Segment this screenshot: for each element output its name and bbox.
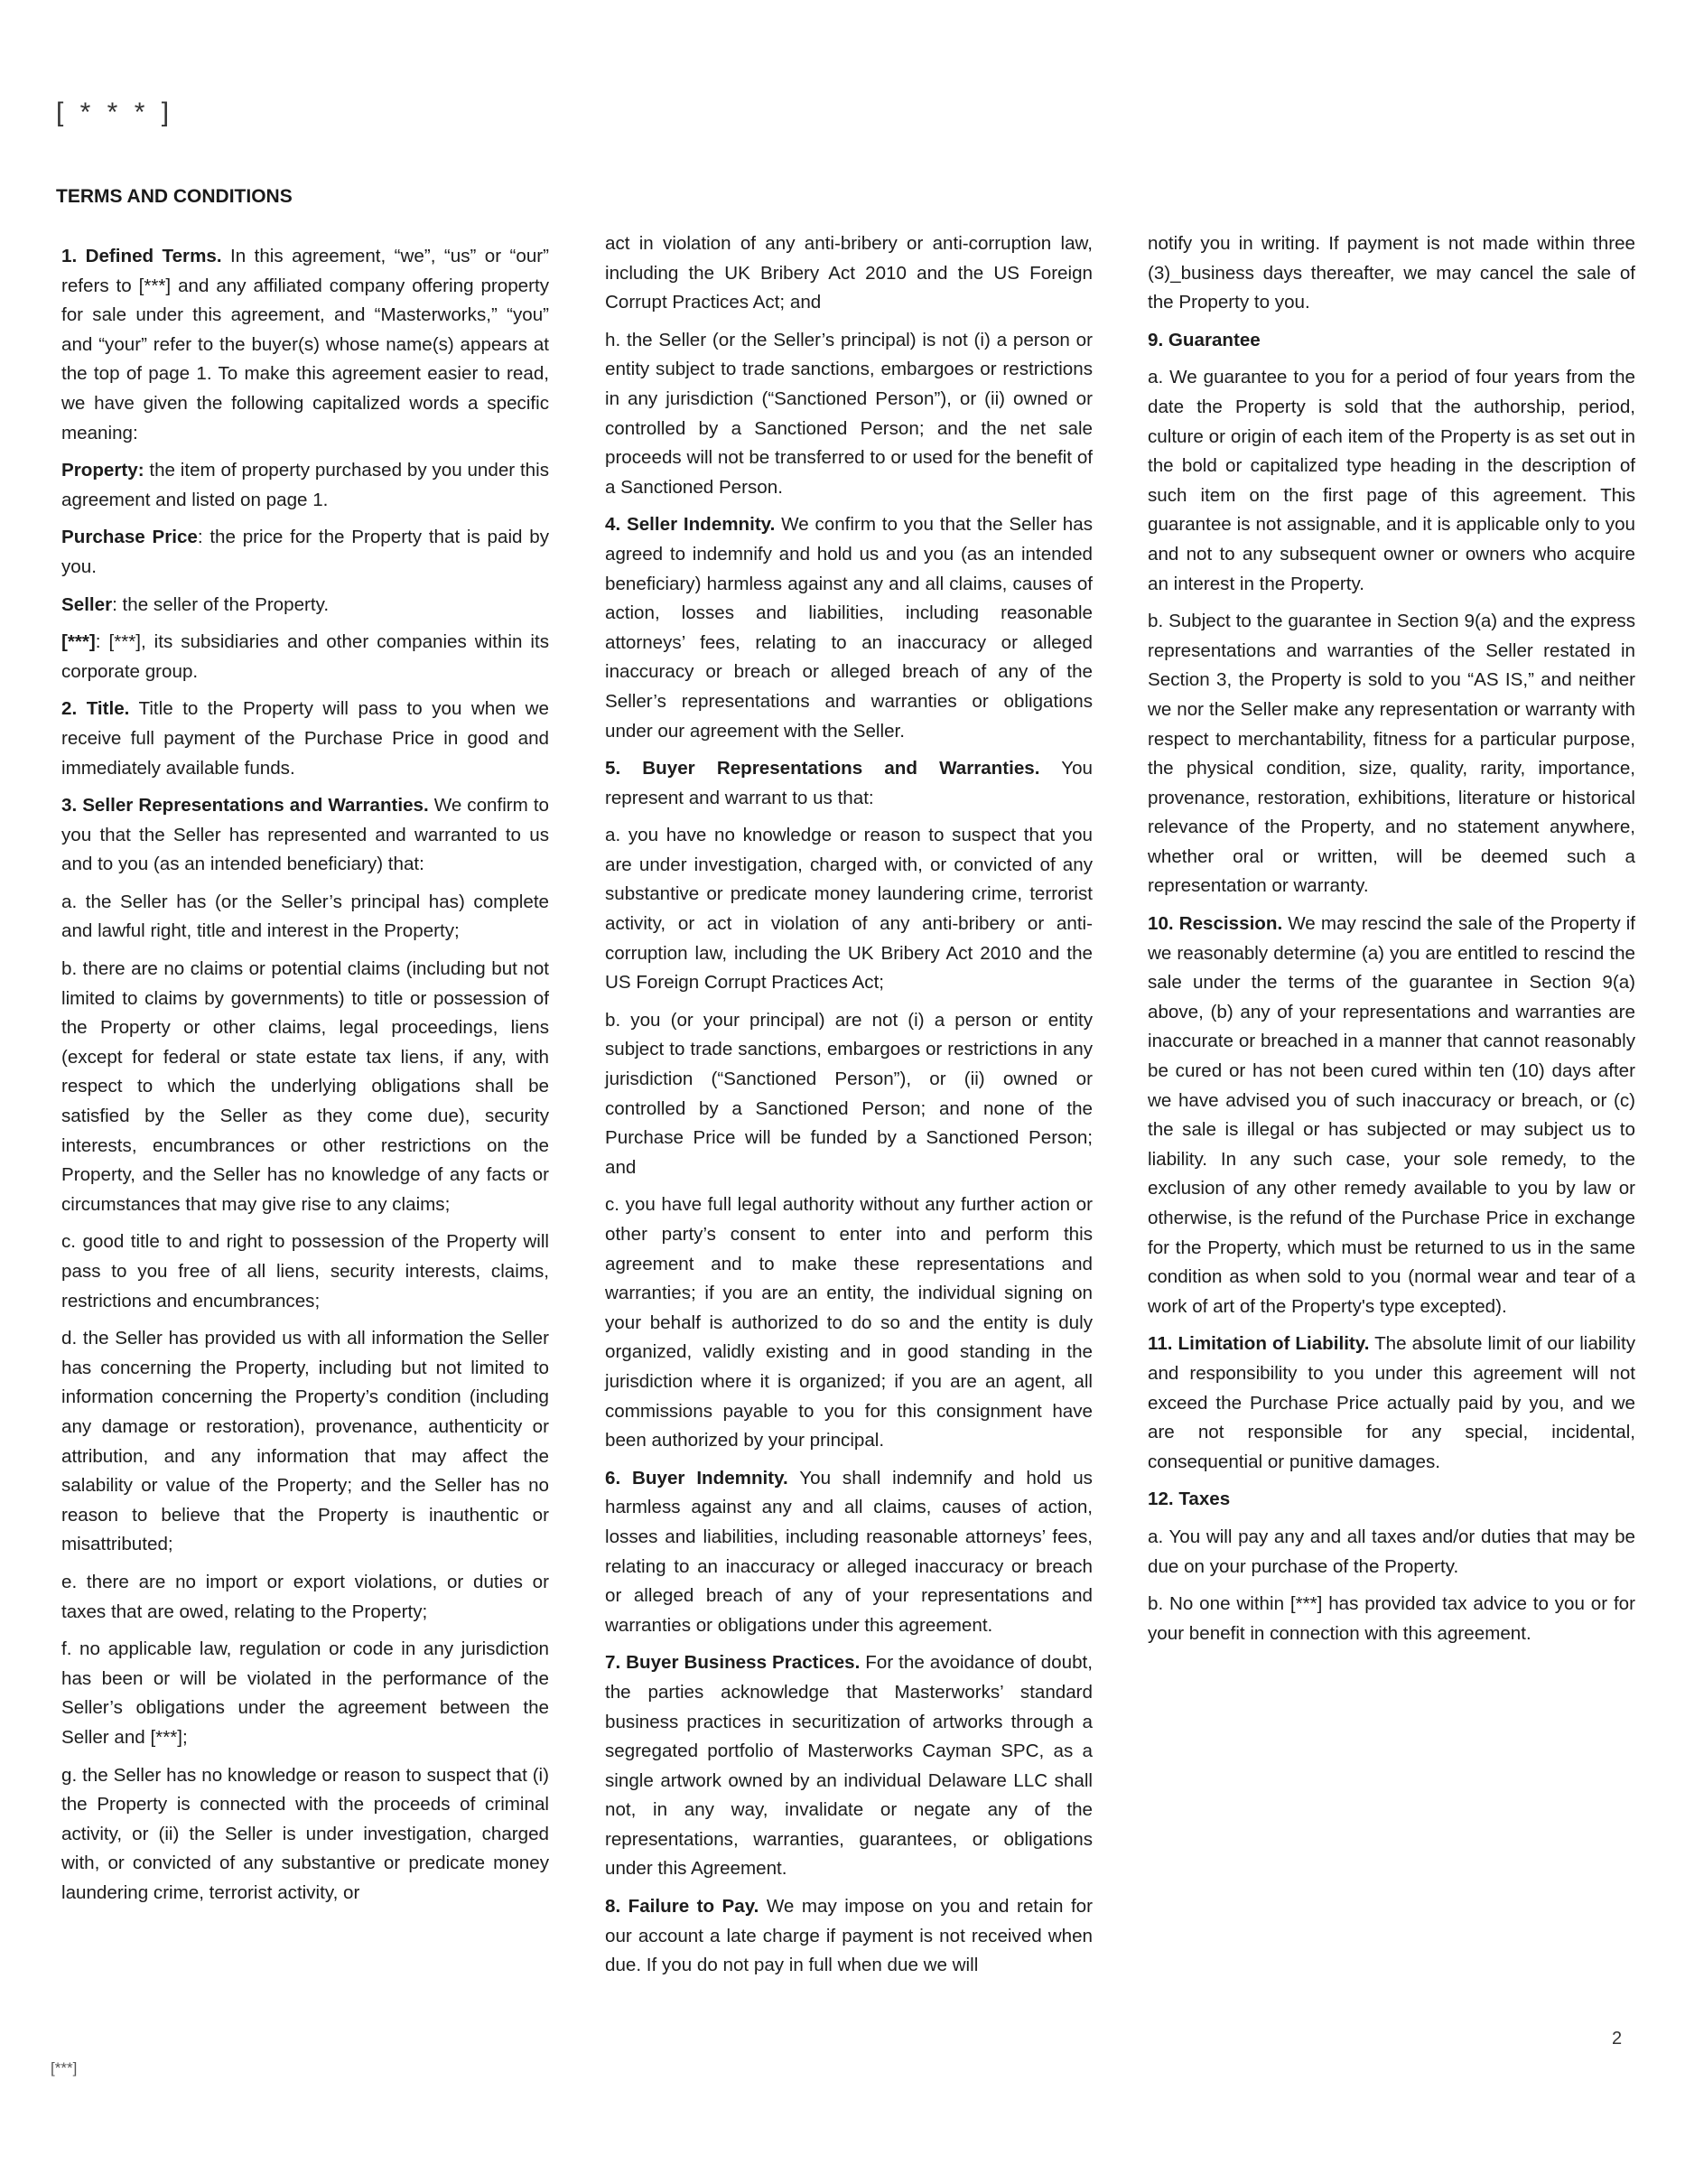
definition-text: the item of property purchased by you under this agreement and listed on page 1.	[61, 460, 549, 510]
section-text: We may impose on you and retain for our account a late charge if payment is not received when due. If you do not pay in full when due we will	[605, 1896, 1093, 1976]
section-label: 7. Buyer Business Practices.	[605, 1652, 861, 1674]
section-failure-to-pay	[605, 1892, 1093, 1981]
definition-property	[61, 456, 549, 515]
section-failure-to-pay-continued: notify you in writing. If payment is not made within three (3)_business days thereafter, we may cancel the sale of the Property to you.	[1148, 233, 1635, 313]
clause-12b: b. No one within [***] has provided tax advice to you or for your benefit in connection with this agreement.	[1148, 1593, 1635, 1644]
clause-3h: h. the Seller (or the Seller’s principal) is not (i) a person or entity subject to trade sanctions, embargoes or restrictions in any jurisdiction (“Sanctioned Person”), or (ii) owned or controlled by a Sanctioned Person; and the net sale proceeds will not be transferred to or used for the benefit of a Sanctioned Person.	[605, 329, 1093, 498]
clause-5b: b. you (or your principal) are not (i) a person or entity subject to trade sanctions, embargoes or restrictions in any jurisdiction (“Sanctioned Person”), or (ii) owned or controlled by a Sanctioned Person; and none of the Purchase Price will be funded by a Sanctioned Person; and	[605, 1009, 1093, 1178]
section-seller-representations	[61, 791, 549, 880]
clause-3c: c. good title to and right to possession of the Property will pass to you free of all liens, security interests, claims, restrictions and encumbrances;	[61, 1231, 549, 1311]
section-defined-terms	[61, 242, 549, 448]
section-buyer-business-practices	[605, 1648, 1093, 1884]
clause-3d: d. the Seller has provided us with all information the Seller has concerning the Property, including but not limited to information concerning the Property’s condition (including any damage or restoration), provenance, authenticity or attribution, and any information that may affect the salability or value of the Property; and the Seller has no reason to believe that the Property is inauthentic or misattributed;	[61, 1328, 549, 1555]
section-rescission	[1148, 910, 1635, 1321]
section-buyer-indemnity	[605, 1464, 1093, 1641]
clause-12a: a. You will pay any and all taxes and/or duties that may be due on your purchase of the Property.	[1148, 1526, 1635, 1577]
section-label: 8. Failure to Pay.	[605, 1896, 759, 1918]
header-redaction-mark: [ * * * ]	[56, 98, 174, 127]
clause-9b: b. Subject to the guarantee in Section 9(a) and the express representations and warranties of the Seller restated in Section 3, the Property is sold to you “AS IS,” and neither we nor the Seller make any representation or warranty with respect to merchantability, fitness for a particular purpose, the physical condition, size, quality, rarity, importance, provenance, restoration, exhibitions, literature or historical relevance of the Property, and no statement anywhere, whether oral or written, will be deemed such a representation or warranty.	[1148, 611, 1635, 897]
section-label: 5. Buyer Representations and Warranties.	[605, 758, 1040, 779]
section-label: 10. Rescission.	[1148, 913, 1283, 935]
section-label: 1. Defined Terms.	[61, 246, 222, 266]
section-label: 3. Seller Representations and Warranties.	[61, 795, 429, 817]
section-label: 4. Seller Indemnity.	[605, 514, 776, 536]
section-text: We confirm to you that the Seller has represented and warranted to us and to you (as an intended beneficiary) that:	[61, 795, 550, 875]
page-title: TERMS AND CONDITIONS	[56, 186, 293, 207]
section-text: We confirm to you that the Seller has agreed to indemnify and hold us and you (as an intended beneficiary) harmless against any and all claims, causes of action, losses and liabilities, including reasonable attorneys’ fees, relating to an inaccuracy or alleged inaccuracy or breach or alleged breach of any of the Seller’s representations and warranties or obligations under our agreement with the Seller.	[605, 514, 1094, 742]
definition-redacted-entity	[61, 628, 549, 686]
definition-text: : the price for the Property that is paid by you.	[61, 527, 549, 577]
section-taxes-heading	[1148, 1485, 1635, 1515]
section-label: 9. Guarantee	[1148, 329, 1261, 350]
definition-term: Purchase Price	[61, 527, 198, 548]
clause-3g-continued: act in violation of any anti-bribery or anti-corruption law, including the UK Bribery Act 2010 and the US Foreign Corrupt Practices Act; and	[605, 233, 1093, 313]
section-label: 11. Limitation of Liability.	[1148, 1333, 1370, 1355]
clause-9a: a. We guarantee to you for a period of four years from the date the Property is sold that the authorship, period, culture or origin of each item of the Property is as set out in the bold or capitalized type heading in the description of such item on the first page of this agreement. This guarantee is not assignable, and it is applicable only to you and not to any subsequent owner or owners who acquire an interest in the Property.	[1148, 367, 1635, 594]
section-seller-indemnity	[605, 510, 1093, 746]
column-1	[61, 242, 549, 1916]
clause-3e: e. there are no import or export violations, or duties or taxes that are owed, relating to the Property;	[61, 1571, 549, 1622]
definition-seller	[61, 591, 549, 621]
section-title	[61, 695, 549, 783]
definition-term: [***]	[61, 631, 96, 653]
section-label: 6. Buyer Indemnity.	[605, 1467, 788, 1489]
clause-5a: a. you have no knowledge or reason to suspect that you are under investigation, charged with, or convicted of any substantive or predicate money laundering crime, terrorist activity, or act in violation of any anti-bribery or anti-corruption law, including the UK Bribery Act 2010 and the US Foreign Corrupt Practices Act;	[605, 825, 1093, 994]
section-label: 12. Taxes	[1148, 1489, 1231, 1510]
clause-5c: c. you have full legal authority without any further action or other party’s consent to enter into and perform this agreement and to make these representations and warranties; if you are an entity, the individual signing on your behalf is authorized to do so and the entity is duly organized, validly existing and in good standing in the jurisdiction where it is organized; if you are an agent, all commissions payable to you for this consignment have been authorized by your principal.	[605, 1194, 1093, 1451]
definition-term: Seller	[61, 593, 113, 615]
section-text: The absolute limit of our liability and responsibility to you under this agreement will not exceed the Purchase Price actually paid by you, and we are not responsible for any special, incidental, consequential or punitive damages.	[1148, 1333, 1635, 1472]
section-buyer-representations	[605, 754, 1093, 813]
column-3	[1148, 229, 1635, 1657]
section-text: We may rescind the sale of the Property if we reasonably determine (a) you are entitled to rescind the sale under the terms of the guarantee in Section 9(a) above, (b) any of your representations and warranties are inaccurate or breached in a manner that cannot reasonably be cured or has not been cured within ten (10) days after we have advised you of such inaccuracy or breach, or (c) the sale is illegal or has subjected or may subject us to liability. In any such case, your sole remedy, to the exclusion of any other remedy available to you by law or otherwise, is the refund of the Purchase Price in exchange for the Property, which must be returned to us in the same condition as when sold to you (normal wear and tear of a work of art of the Property's type excepted).	[1148, 913, 1635, 1317]
section-text: You shall indemnify and hold us harmless against any and all claims, causes of action, losses and liabilities, including reasonable attorneys’ fees, relating to an inaccuracy or alleged inaccuracy or breach or alleged breach of any of your representations and warranties or obligations under this agreement.	[605, 1467, 1093, 1636]
page-number: 2	[1612, 2029, 1623, 2049]
definition-purchase-price	[61, 523, 549, 582]
section-text: Title to the Property will pass to you when we receive full payment of the Purchase Price in good and immediately available funds.	[61, 698, 549, 779]
section-text: You represent and warrant to us that:	[605, 758, 1093, 808]
clause-3f: f. no applicable law, regulation or code in any jurisdiction has been or will be violated in the performance of the Seller’s obligations under the agreement between the Seller and [***];	[61, 1638, 549, 1748]
section-limitation-of-liability	[1148, 1330, 1635, 1477]
clause-3a: a. the Seller has (or the Seller’s principal has) complete and lawful right, title and interest in the Property;	[61, 891, 549, 942]
definition-text: : the seller of the Property.	[112, 593, 330, 615]
definition-term: Property:	[61, 460, 144, 481]
clause-3b: b. there are no claims or potential claims (including but not limited to claims by governments) to title or possession of the Property or other claims, legal proceedings, liens (except for federal or state estate tax liens, if any, with respect to which the underlying obligations shall be satisfied by the Seller as they come due), security interests, encumbrances or other restrictions on the Property, and the Seller has no knowledge of any facts or circumstances that may give rise to any claims;	[61, 958, 549, 1215]
clause-3g: g. the Seller has no knowledge or reason to suspect that (i) the Property is connected with the proceeds of criminal activity, or (ii) the Seller is under investigation, charged with, or convicted of any substantive or predicate money laundering crime, terrorist activity, or	[61, 1764, 549, 1903]
section-guarantee-heading	[1148, 326, 1635, 356]
section-text: For the avoidance of doubt, the parties acknowledge that Masterworks’ standard business practices in securitization of artworks through a segregated portfolio of Masterworks Cayman SPC, as a single artwork owned by an individual Delaware LLC shall not, in any way, invalidate or negate any of the representations, warranties, guarantees, or obligations under this Agreement.	[605, 1652, 1093, 1880]
section-text: In this agreement, “we”, “us” or “our” refers to [***] and any affiliated company offering property for sale under this agreement, and “Masterworks,” “you” and “your” refer to the buyer(s) whose name(s) appears at the top of page 1. To make this agreement easier to read, we have given the following capitalized words a specific meaning:	[61, 246, 550, 443]
section-label: 2. Title.	[61, 698, 130, 720]
definition-text: : [***], its subsidiaries and other companies within its corporate group.	[61, 631, 549, 682]
footer-redaction-mark: [***]	[51, 2059, 78, 2077]
column-2	[605, 229, 1093, 1989]
